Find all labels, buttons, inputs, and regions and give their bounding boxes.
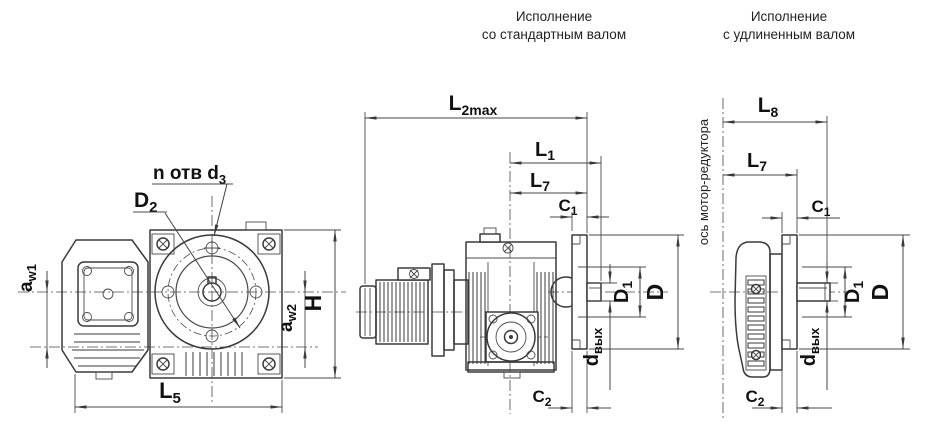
dim-l8: $L_8$ [757, 94, 779, 120]
dim-d1-standard: $D_1$ [611, 280, 635, 304]
gearbox-side [432, 228, 556, 378]
extended-view-dimensions [723, 94, 910, 413]
dim-d2: $D_2$ [134, 189, 158, 216]
front-view-centerlines [18, 196, 346, 402]
dim-aw1: $a_{w1}$ [16, 264, 39, 292]
dim-l7-extended: $L_7$ [746, 150, 768, 174]
dim-c1-extended: $C_1$ [811, 197, 831, 219]
header-standard-line1: Исполнение [515, 9, 593, 24]
axis-label: ось мотор-редуктора [696, 118, 711, 246]
dim-d-standard: D [642, 283, 668, 301]
dim-n-holes-d3: n отв $d_3$ [153, 163, 227, 187]
output-flange-extended [782, 235, 830, 349]
dim-dout-standard: $d_{вых}$ [581, 327, 605, 367]
dim-d1-extended: $D_1$ [842, 280, 866, 304]
side-view-standard-shaft [356, 92, 684, 414]
motor-side [360, 268, 430, 344]
dim-d-extended: D [867, 283, 893, 301]
front-view-dimensions [16, 163, 341, 413]
dim-h: H [300, 294, 326, 312]
dim-l2max: $L_{2max}$ [448, 92, 498, 118]
standard-output-shaft [587, 283, 601, 301]
dim-l7-standard: $L_7$ [529, 170, 551, 194]
dim-l5: $L_5$ [159, 378, 181, 407]
header-standard-line2: со стандартным валом [481, 27, 627, 42]
header-extended-line2: с удлиненным валом [722, 27, 856, 42]
gearbox-profile [735, 242, 782, 377]
side-view-extended-shaft [696, 94, 910, 418]
dim-c2-extended: $C_2$ [745, 387, 765, 409]
dim-aw2: $a_{w2}$ [276, 304, 299, 332]
front-view [16, 163, 346, 413]
dim-c1-standard: $C_1$ [558, 196, 578, 218]
dim-dout-extended: $d_{вых}$ [798, 327, 822, 367]
dim-l1: $L_1$ [534, 139, 556, 163]
header-extended-shaft [723, 9, 855, 42]
header-standard-shaft [482, 9, 626, 42]
standard-view-dimensions [365, 92, 684, 413]
dim-c2-standard: $C_2$ [532, 387, 552, 409]
motor-front [62, 240, 148, 379]
header-extended-line1: Исполнение [750, 9, 828, 24]
